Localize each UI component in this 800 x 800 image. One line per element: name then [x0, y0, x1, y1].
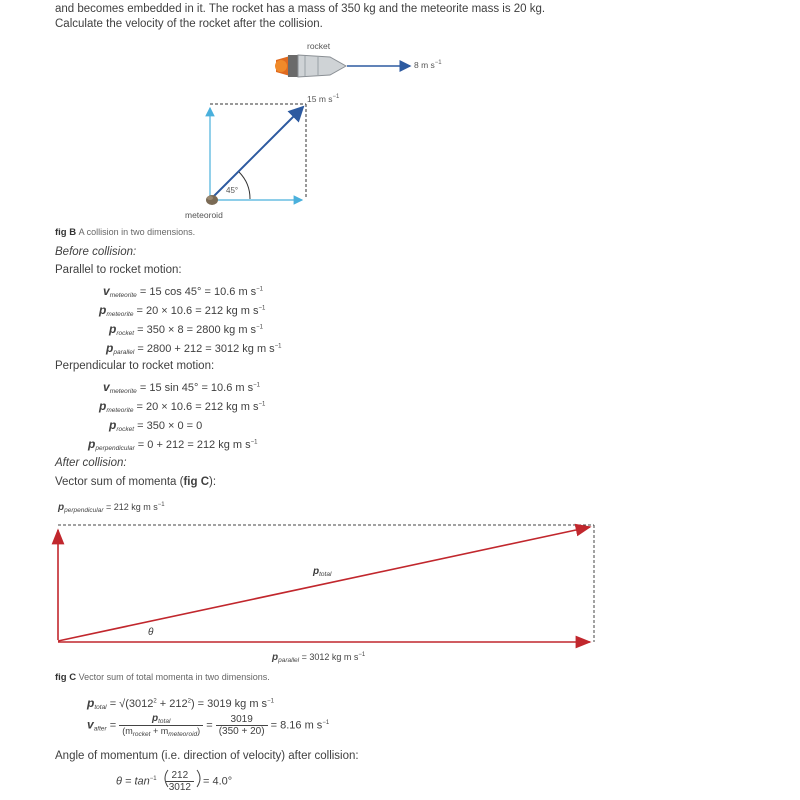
meteor-velocity-label: 15 m $s^{-1}$	[307, 94, 340, 104]
perp-eq-4: $p_{perpendicular} = 0 + 212 = 212$ kg m $s^{-1}$	[88, 437, 258, 452]
intro-line-1: and becomes embedded in it. The rocket has a mass of 350 kg and the meteorite mass is 20 kg.	[55, 3, 546, 15]
intro-line-2: Calculate the velocity of the rocket after the collision.	[55, 18, 323, 30]
total-momentum-arrow	[58, 527, 590, 641]
after-heading: After collision:	[55, 457, 127, 469]
theta-eq: $\theta = \tan^{-1}$ $\frac{212}{3012}$ = 4.0°	[116, 770, 233, 793]
fig-c-perp-label: $p_{perpendicular} = 212$ kg m $s^{-1}$	[58, 502, 165, 514]
fig-c-caption: fig C Vector sum of total momenta in two dimensions.	[55, 672, 270, 683]
parallel-eq-2: $p_{meteorite} = 20 \times 10.6 = 212$ kg m $s^{-1}$	[99, 303, 266, 318]
vector-sum-heading: Vector sum of momenta (fig C):	[55, 476, 217, 488]
meteor-velocity-arrow	[212, 107, 303, 198]
parallel-eq-3: $p_{rocket} = 350 \times 8 = 2800$ kg m $s^{-1}$	[109, 322, 263, 337]
vafter-eq: $v_{after}$ = $\frac{p_{total}}{(m_{rocket} + m_{meteoroid})}$ = $\frac{3019}{(350 + 20)}$ = 8.16 m $s^{-1}$	[87, 713, 330, 738]
perp-heading: Perpendicular to rocket motion:	[55, 360, 215, 372]
angle-label: 45°	[226, 186, 239, 195]
rocket-velocity-label: 8 m $s^{-1}$	[414, 60, 442, 70]
parallel-eq-1: $v_{meteorite} = 15$ cos 45° = 10.6 m $s^{-1}$	[103, 284, 264, 299]
ptotal-eq: $p_{total} = √(3012^2 + 212^2) = 3019$ kg m $s^{-1}$	[87, 696, 274, 711]
fig-c-theta-label: θ	[148, 627, 154, 638]
meteoroid-label: meteoroid	[185, 210, 223, 220]
perp-eq-1: $v_{meteorite} = 15$ sin 45° = 10.6 m $s^{-1}$	[103, 380, 260, 395]
parallel-eq-4: $p_{parallel} = 2800 + 212 = 3012$ kg m $s^{-1}$	[106, 341, 282, 356]
before-heading: Before collision:	[55, 246, 137, 258]
fig-b-caption: fig B A collision in two dimensions.	[55, 227, 196, 238]
angle-heading: Angle of momentum (i.e. direction of velocity) after collision:	[55, 750, 359, 762]
meteoroid-icon	[206, 195, 218, 205]
parallel-heading: Parallel to rocket motion:	[55, 264, 182, 276]
fig-c-total-label: $p_{total}$	[313, 566, 332, 578]
rocket-label: rocket	[307, 41, 331, 51]
perp-eq-3: $p_{rocket} = 350 \times 0 = 0$	[109, 418, 203, 433]
rocket-icon	[275, 55, 346, 77]
fig-c-parallel-label: $p_{parallel} = 3012$ kg m $s^{-1}$	[272, 652, 366, 664]
perp-eq-2: $p_{meteorite} = 20 \times 10.6 = 212$ kg m $s^{-1}$	[99, 399, 266, 414]
